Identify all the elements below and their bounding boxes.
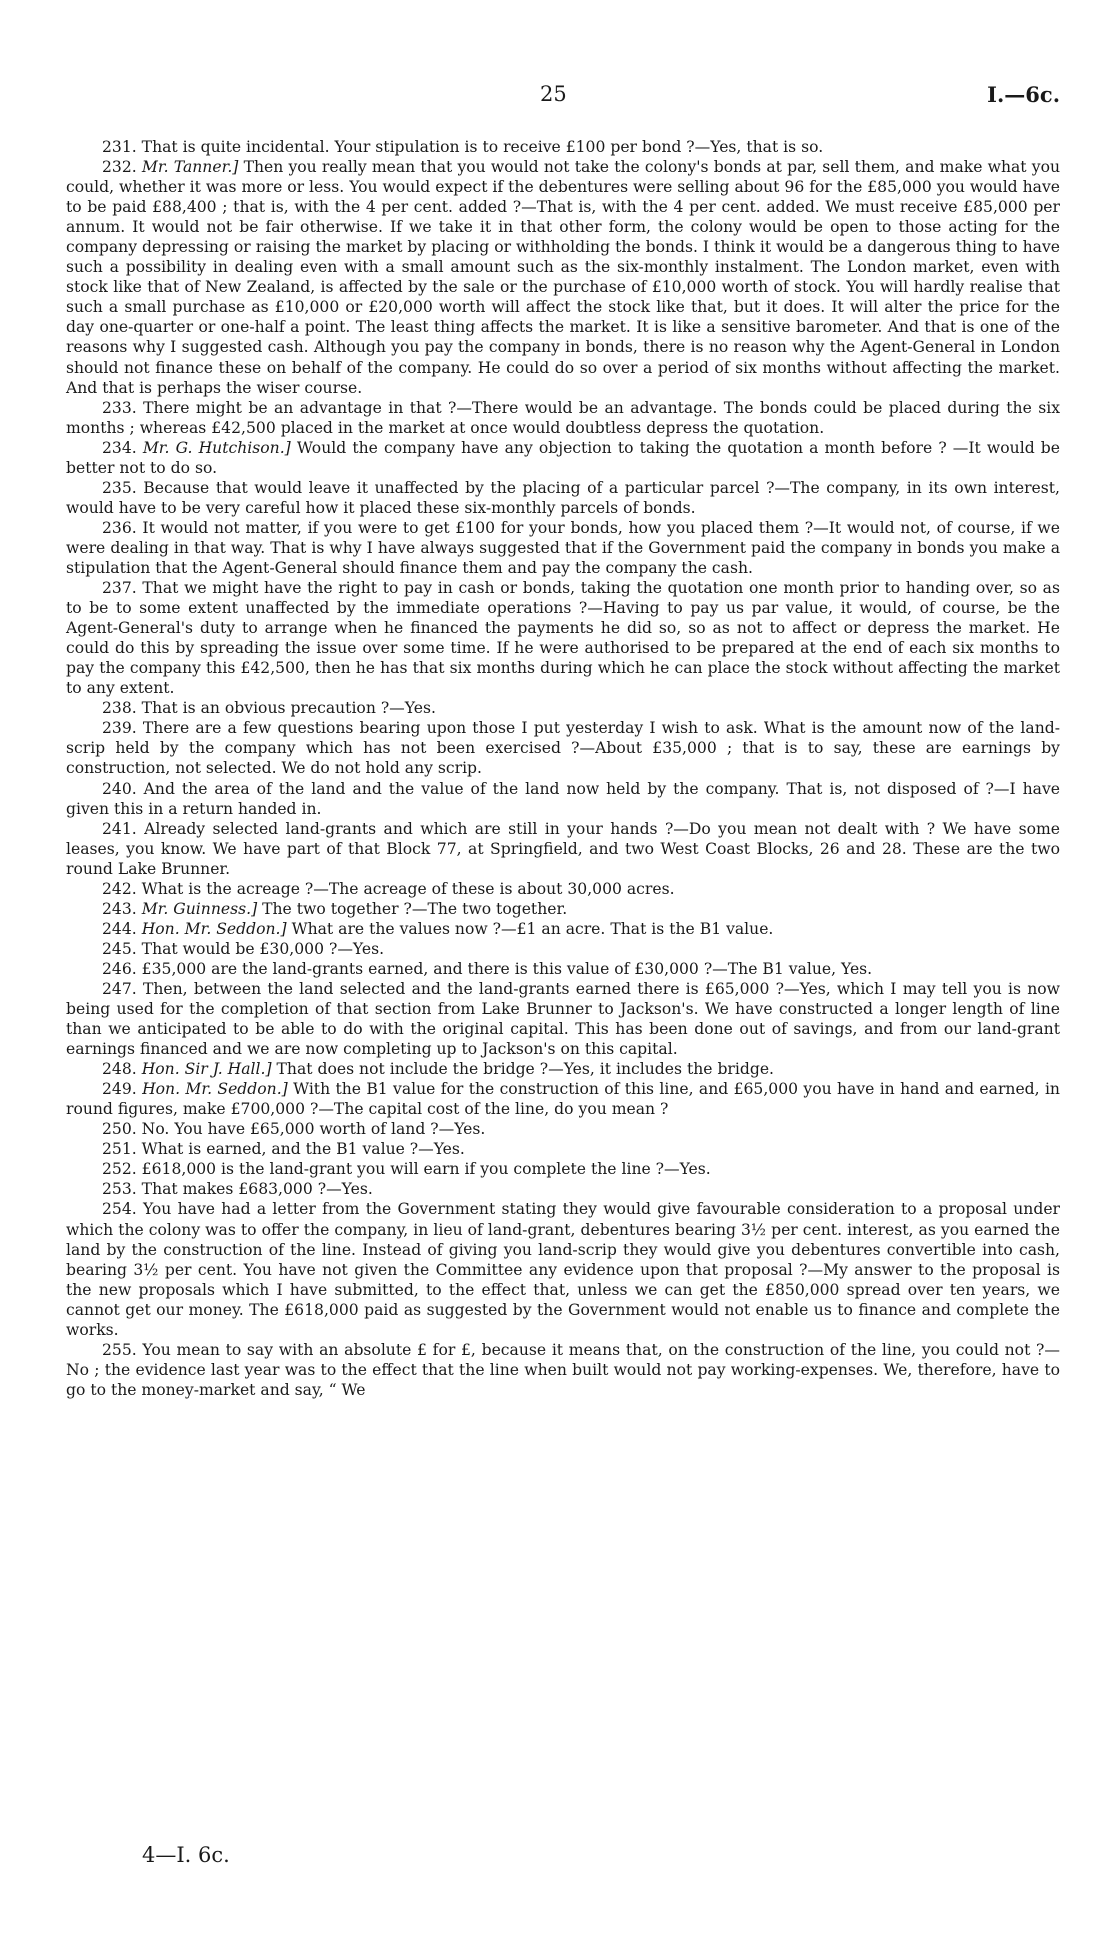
question-text: That does not include the bridge ?—Yes, it includes the bridge. bbox=[271, 1060, 775, 1079]
question-text: What are the values now ?—£1 an acre. That is the B1 value. bbox=[286, 919, 774, 938]
question-number: 232. bbox=[102, 158, 142, 177]
question-text: Then you really mean that you would not take the colony's bonds at par, sell them, and make what you could, whether it was more or less. You would expect if the debentures were selling about 96 for the £85,000 you would have to be paid £88,400 ; that is, with the 4 per cent. added ?—That is, with the 4 per cent. added. We must receive £85,000 per annum. It would not be fair otherwise. If we take it in that other form, the colony would be open to those acting for the company depressing or raising the market by placing or withholding the bonds. I think it would be a dangerous thing to have such a possibility in dealing even with a small amount such as the six-monthly instalment. The London market, even with stock like that of New Zealand, is affected by the sale or the purchase of £10,000 worth of stock. You will hardly realise that such a small purchase as £10,000 or £20,000 worth will affect the stock like that, but it does. It will alter the price for the day one-quarter or one-half a point. The least thing affects the market. It is like a sensitive barometer. And that is one of the reasons why I suggested cash. Although you pay the company in bonds, there is no reason why the Agent-General in London should not finance these on behalf of the company. He could do so over a period of six months without affecting the market. And that is perhaps the wiser course. bbox=[66, 158, 1061, 397]
speaker-name: Mr. Guinness.] bbox=[141, 899, 258, 918]
question-paragraph bbox=[66, 1079, 1060, 1119]
question-paragraph bbox=[66, 919, 1060, 939]
question-paragraph: 233. There might be an advantage in that ?—There would be an advantage. The bonds could be placed during the six months ; whereas £42,500 placed in the market at once would doubtless depress the quotation. bbox=[66, 398, 1060, 437]
question-paragraph: 238. That is an obvious precaution ?—Yes. bbox=[102, 699, 436, 718]
question-paragraph: 255. You mean to say with an absolute £ for £, because it means that, on the construction of the line, you could not ?—No ; the evidence last year was to the effect that the line when built would not pay working-expenses. We, therefore, have to go to the money-market and say, “ We bbox=[66, 1340, 1060, 1399]
question-paragraph: 235. Because that would leave it unaffected by the placing of a particular parcel ?—The company, in its own interest, would have to be very careful how it placed these six-monthly parcels of bonds. bbox=[66, 478, 1060, 517]
question-text: Would the company have any objection to taking the quotation a month before ? —It would be better not to do so. bbox=[66, 438, 1060, 477]
question-number: 248. bbox=[102, 1060, 142, 1079]
question-paragraph: 231. That is quite incidental. Your stipulation is to receive £100 per bond ?—Yes, that is so. bbox=[102, 138, 824, 156]
question-paragraph: 251. What is earned, and the B1 value ?—Yes. bbox=[102, 1140, 465, 1159]
signature-mark: 4—I. 6c. bbox=[142, 1843, 230, 1867]
page-number: 25 bbox=[540, 82, 567, 106]
question-text: With the B1 value for the construction of this line, and £65,000 you have in hand and earned, in round figures, make £700,000 ?—The capital cost of the line, do you mean ? bbox=[66, 1080, 1060, 1119]
question-paragraph bbox=[66, 438, 1060, 478]
speaker-name: Mr. G. Hutchison.] bbox=[142, 438, 291, 457]
question-paragraph: 252. £618,000 is the land-grant you will earn if you complete the line ?—Yes. bbox=[102, 1160, 711, 1179]
question-number: 244. bbox=[102, 919, 142, 938]
question-paragraph bbox=[66, 157, 1060, 398]
evidence-text bbox=[66, 137, 1060, 1400]
question-paragraph bbox=[66, 1059, 1060, 1079]
question-paragraph: 245. That would be £30,000 ?—Yes. bbox=[102, 939, 385, 958]
question-paragraph: 253. That makes £683,000 ?—Yes. bbox=[102, 1180, 373, 1199]
speaker-name: Hon. Mr. Seddon.] bbox=[142, 1080, 288, 1099]
question-paragraph: 246. £35,000 are the land-grants earned, and there is this value of £30,000 ?—The B1 value, Yes. bbox=[102, 959, 873, 978]
question-paragraph bbox=[66, 899, 1060, 919]
speaker-name: Hon. Sir J. Hall.] bbox=[141, 1060, 272, 1079]
question-paragraph: 254. You have had a letter from the Government stating they would give favourable consideration to a proposal under which the colony was to offer the company, in lieu of land-grant, debentures bearing 3½ per cent. interest, as you earned the land by the construction of the line. Instead of giving you land-scrip they would give you debentures convertible into cash, bearing 3½ per cent. You have not given the Committee any evidence upon that proposal ?—My answer to the proposal is the new proposals which I have submitted, to the effect that, unless we can get the £850,000 spread over ten years, we cannot get our money. The £618,000 paid as suggested by the Government would not enable us to finance and complete the works. bbox=[66, 1200, 1060, 1339]
question-paragraph: 239. There are a few questions bearing upon those I put yesterday I wish to ask. What is the amount now of the land-scrip held by the company which has not been exercised ?—About £35,000 ; that is to say, these are earnings by construction, not selected. We do not hold any scrip. bbox=[66, 719, 1060, 778]
question-number: 234. bbox=[102, 438, 143, 457]
speaker-name: Hon. Mr. Seddon.] bbox=[141, 919, 287, 938]
question-paragraph: 237. That we might have the right to pay in cash or bonds, taking the quotation one month prior to handing over, so as to be to some extent unaffected by the immediate operations ?—Having to pay us par value, it would, of course, be the Agent-General's duty to arrange when he financed the payments he did so, so as not to affect or depress the market. He could do this by spreading the issue over some time. If he were authorised to be prepared at the end of each six months to pay the company this £42,500, then he has that six months during which he can place the stock without affecting the market to any extent. bbox=[66, 579, 1060, 698]
question-paragraph: 240. And the area of the land and the value of the land now held by the company. That is, not disposed of ?—I have given this in a return handed in. bbox=[66, 779, 1060, 818]
question-paragraph: 241. Already selected land-grants and which are still in your hands ?—Do you mean not dealt with ? We have some leases, you know. We have part of that Block 77, at Springfield, and two West Coast Blocks, 26 and 28. These are the two round Lake Brunner. bbox=[66, 819, 1060, 878]
question-paragraph: 250. No. You have £65,000 worth of land ?—Yes. bbox=[102, 1120, 486, 1139]
page-header bbox=[0, 82, 1114, 112]
question-text: The two together ?—The two together. bbox=[257, 899, 568, 918]
document-reference: I.—6c. bbox=[987, 82, 1060, 107]
question-paragraph: 242. What is the acreage ?—The acreage of these is about 30,000 acres. bbox=[102, 879, 675, 898]
question-number: 243. bbox=[102, 899, 142, 918]
question-paragraph: 236. It would not matter, if you were to get £100 for your bonds, how you placed them ?—It would not, of course, if we were dealing in that way. That is why I have always suggested that if the Government paid the company in bonds you make a stipulation that the Agent-General should finance them and pay the company the cash. bbox=[66, 518, 1060, 577]
question-paragraph: 247. Then, between the land selected and the land-grants earned there is £65,000 ?—Yes, which I may tell you is now being used for the completion of that section from Lake Brunner to Jackson's. We have constructed a longer length of line than we anticipated to be able to do with the original capital. This has been done out of savings, and from our land-grant earnings financed and we are now completing up to Jackson's on this capital. bbox=[66, 979, 1060, 1059]
speaker-name: Mr. Tanner.] bbox=[141, 158, 239, 177]
question-number: 249. bbox=[102, 1080, 143, 1099]
